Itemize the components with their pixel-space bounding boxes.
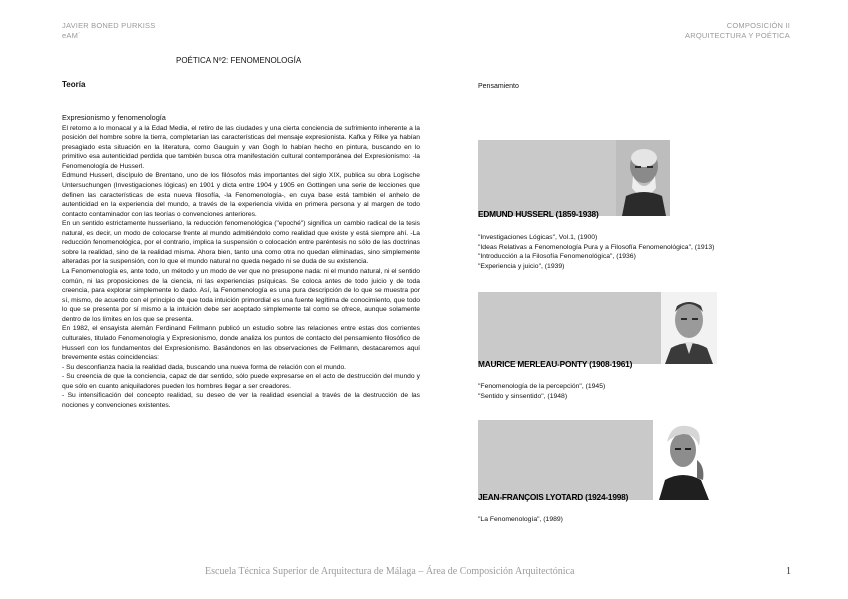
header-course	[685, 21, 790, 41]
document-title: POÉTICA Nº2: FENOMENOLOGÍA	[176, 56, 302, 65]
body-subtitle: Expresionismo y fenomenología	[62, 113, 166, 122]
header-course-name: COMPOSICIÓN II	[726, 21, 790, 30]
body-text	[62, 113, 420, 410]
author-card-lyotard	[478, 420, 778, 530]
list-item: - Su creencia de que la conciencia, capaz de dar sentido, sólo puede expresarse en el acto de destrucción del mundo y que sólo en cuanto aniquiladores pueden los hombres llegar a ser creadores.	[62, 373, 420, 390]
footer-institution: Escuela Técnica Superior de Arquitectura de Málaga – Área de Composición Arquitectónica	[205, 566, 575, 577]
paragraph: La Fenomenología es, ante todo, un método y un modo de ver que no presupone nada: ni el mundo natural, ni el sentido común, ni las proposiciones de la ciencia, ni las experiencias psíquicas. Se coloca antes de todo juicio y de toda creencia, para explorar simplemente lo dado. Así, la Fenomenología es una pura descripción de lo que se muestra por sí, mismo, de acuerdo con el principio de que toda intuición primordial es una fuente legítima de conocimiento, que todo lo que se presenta por sí mismo a la intuición debe ser aceptado simplemente tal como se ofrece, aunque solamente dentro de los límites en los que se presenta.	[62, 268, 420, 323]
work-item: "La Fenomenología", (1989)	[478, 516, 563, 523]
paragraph: Edmund Husserl, discípulo de Brentano, uno de los filósofos más importantes del siglo XIX, publica su obra Logische Untersuchungen (Investigaciones lógicas) en 1901 y dicta entre 1904 y 1905 en Gottingen una serie de lecciones que definen las características de esta nueva filosofía, -la Fenomenología-, en cuya base está también el anhelo de autenticidad en la experiencia del mundo, a través de la experiencia vivida en primera persona y al margen de todo contacto contaminador con las teorías o convenciones anteriores.	[62, 172, 420, 218]
work-item: "Experiencia y juicio", (1939)	[478, 262, 565, 270]
work-item: "Introducción a la Filosofía Fenomenológica", (1936)	[478, 253, 636, 261]
list-item: - Su intensificación del concepto realidad, su deseo de ver la realidad esencial a través de la destrucción de las nociones y convenciones existentes.	[62, 392, 420, 409]
portrait-photo-lyotard	[653, 420, 715, 500]
section-heading-teoria: Teoría	[62, 80, 86, 89]
work-item: "Sentido y sinsentido", (1948)	[478, 392, 568, 400]
author-bar	[478, 140, 616, 216]
author-bar	[478, 292, 661, 364]
portrait-photo-merleau-ponty	[661, 292, 717, 364]
author-card-merleau-ponty	[478, 292, 778, 412]
author-name-lyotard: JEAN-FRANÇOIS LYOTARD (1924-1998)	[478, 492, 629, 502]
page-number: 1	[786, 566, 791, 577]
work-item: "Investigaciones Lógicas", Vol.1, (1900)	[478, 234, 598, 241]
works-list-merleau-ponty	[478, 382, 605, 401]
section-heading-pensamiento: Pensamiento	[478, 83, 519, 90]
paragraph: El retorno a lo monacal y a la Edad Media, el retiro de las ciudades y una cierta conciencia de sufrimiento inherente a la posición del hombre sobre la tierra, completarían las características del mensaje expresionista. Kafka y Rilke ya habían presagiado esta situación en la literatura, como Gauguin y van Gogh lo habían hecho en pintura, buscando en lo primitivo esa autenticidad perdida que también busca otra manifestación cultural contemporánea del Expresionismo: -la Fenomenología de Husserl.	[62, 124, 420, 170]
header-author	[62, 21, 155, 41]
author-bar	[478, 420, 653, 500]
author-name-husserl: EDMUND HUSSERL (1859-1938)	[478, 209, 599, 219]
author-card-husserl	[478, 140, 778, 280]
list-item: - Su desconfianza hacia la realidad dada, buscando una nueva forma de relación con el mundo.	[62, 363, 347, 371]
works-list-lyotard	[478, 515, 563, 525]
header-author-name: JAVIER BONED PURKISS	[62, 21, 156, 30]
paragraph: En 1982, el ensayista alemán Ferdinand Fellmann publicó un estudio sobre las relaciones entre estas dos corrientes culturales, titulado Fenomenología y Expresionismo, donde analiza los puntos de contacto del pensamiento filosófico de Husserl con los fundamentos del Expresionismo. Basándonos en las observaciones de Fellmann, destacaremos aquí brevemente estas coincidencias:	[62, 325, 420, 362]
works-list-husserl	[478, 233, 714, 271]
header-course-sub: ARQUITECTURA Y POÉTICA	[685, 31, 790, 40]
work-item: "Fenomenología de la percepción", (1945)	[478, 383, 606, 390]
header-author-sub: eAM´	[62, 31, 81, 40]
work-item: "Ideas Relativas a Fenomenología Pura y a Filosofía Fenomenológica", (1913)	[478, 243, 715, 251]
portrait-photo-husserl	[616, 140, 670, 216]
author-name-merleau-ponty: MAURICE MERLEAU-PONTY (1908-1961)	[478, 359, 633, 369]
paragraph: En un sentido estrictamente husserliano, la reducción fenomenológica ("epoché") significa un cambio radical de la tesis natural, es decir, un modo de colocarse frente al mundo admitiéndolo como realidad que existe y está siempre ahí. -La reducción fenomenológica, por el contrario, implica la suspensión o colocación entre paréntesis no sólo de las doctrinas sobre la realidad, sino de la realidad misma. Ahora bien, tanto una como otra no quedan eliminadas, sino simplemente alteradas por la suspensión, con lo que el mundo natural no queda negado ni se duda de su existencia.	[62, 220, 420, 266]
